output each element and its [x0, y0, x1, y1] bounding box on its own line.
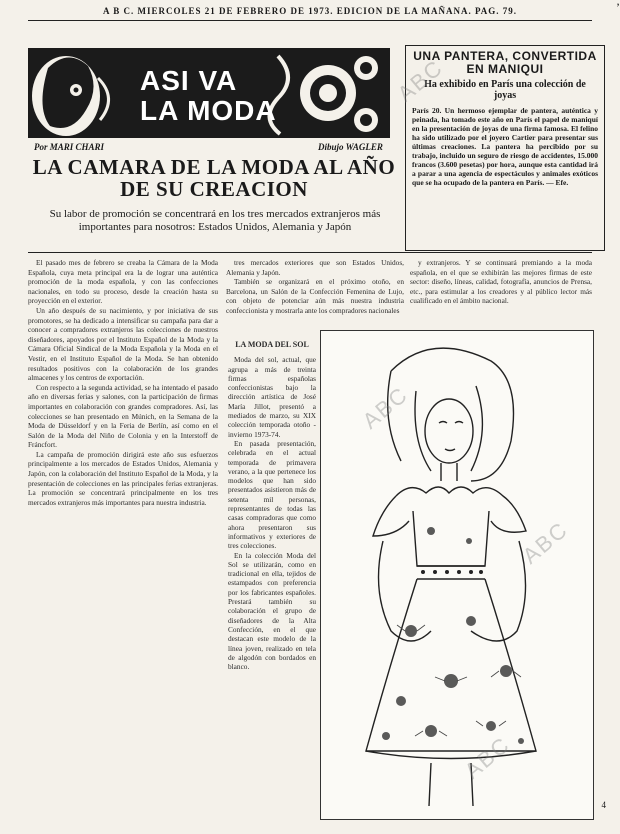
header-rule	[28, 20, 592, 21]
article-column-1	[28, 258, 218, 818]
article-column-2	[226, 258, 404, 328]
watermark: ABC	[357, 381, 413, 434]
logo-banner	[28, 48, 390, 138]
logo-line-2: LA MODA	[140, 95, 277, 126]
section-rule	[28, 252, 592, 253]
paragraph: Con respecto a la segunda actividad, se ha intentado el pasado año en diversas ferias y salones, con la participación de firmas importantes en colaboración con grandes compradores. Así, las colecciones se han presentado en Múnich, en la Semana de la Moda de Düsseldorf y en la Feria de Berlín, así como en el Salón de la Moda del Niño de Colonia y en la Interstoff de Fráncfort.	[28, 382, 218, 450]
article-subhead: Su labor de promoción se concentrará en los tres mercados extranjeros más importantes para nosotros: Estados Unidos, Alemania y Japón	[49, 208, 381, 233]
paragraph: Moda del sol, actual, que agrupa a más de treinta firmas españolas confeccionistas bajo la dirección artística de José María Jillot, presentó a mediados de marzo, su XIX colección temporada otoño - invierno 1973-74.	[228, 355, 316, 439]
paragraph: tres mercados exteriores que son Estados Unidos, Alemania y Japón.	[226, 258, 404, 277]
page-number: 4	[601, 800, 606, 810]
fashion-illustration	[320, 330, 594, 820]
paragraph: La campaña de promoción dirigirá este año sus esfuerzos principalmente a los mercados de Estados Unidos, Alemania y Japón, con la colaboración del Instituto Español de la Moda, y la presentación de colecciones en las principales ferias extranjeras. La promoción se concentrará principalmente en los tres mercados extranjeros más importantes para nuestra industria.	[28, 449, 218, 507]
corner-mark: ’	[616, 0, 620, 14]
article-column-3	[410, 258, 592, 328]
byline-author: Por MARI CHARI	[34, 142, 105, 152]
paragraph: Un año después de su nacimiento, y por iniciativa de sus promotores, se ha dedicado a intensificar su campaña para dar a conocer a compradores extranjeros las colecciones de nuestros diseñadores, apoyados por el Instituto Español de la Moda y la Cámara Oficial Sindical de la Moda Española y la Moda en el Vestir, en el Instituto Español de la Moda. Se han obtenido resultados positivos con la colaboración de los grandes almacenes y los centros de exportación.	[28, 305, 218, 383]
watermark: ABC	[392, 54, 448, 107]
sidebar-body: París 20. Un hermoso ejemplar de pantera, auténtica y peinada, ha tomado este año en París el papel de maniquí en la presentación de joyas de una firma famosa. El felino ha sido utilizado por el joyero Cartier para presentar sus últimas creaciones. La pantera ha percibido por su trabajo, incluido un seguro de riesgo de accidentes, 15.000 francos (3.600 pesetas) por hora, aunque esta cantidad irá a parar a una agencia de espectáculos y animales exóticos que se ha ocupado de la pantera en París. — Efe.	[412, 106, 598, 187]
paragraph: y extranjeros. Y se continuará premiando a la moda española, en el que se exhibirán las mejores firmas de este sector: diseño, líneas, calidad, fotografía, anuncios de Prensa, etc., para estimular a los creadores y al público lector más cualificado en el ámbito nacional.	[410, 258, 592, 306]
watermark: ABC	[517, 516, 573, 569]
figure-caption	[228, 340, 316, 810]
logo-line-1: ASI VA	[140, 65, 238, 96]
byline-drawing: Dibujo WAGLER	[318, 142, 383, 152]
sidebar-subtitle: Ha exhibido en París una colección de joyas	[424, 79, 586, 101]
article-headline: LA CAMARA DE LA MODA AL AÑO DE SU CREACION	[32, 155, 396, 201]
sidebar-title: UNA PANTERA, CONVERTIDA EN MANIQUI	[413, 49, 597, 76]
paragraph: En la colección Moda del Sol se utilizarán, como en tradicional en ella, tejidos de estampados con preferencia por los fabricantes españoles. Prestará también su colaboración el grupo de diseñadores de la Alta Confección, en el que destacan este modelo de la línea joven, realizado en tela de algodón con bordados en blanco.	[228, 550, 316, 672]
paragraph: También se organizará en el próximo otoño, en Barcelona, un Salón de la Confección Femenina de Lujo, con objeto de potenciar aún más nuestra industria confeccionista y mostrarla ante los compradores nacionales	[226, 277, 404, 315]
watermark: ABC	[459, 731, 515, 784]
paragraph: En pasada presentación, celebrada en el actual temporada de primavera verano, a la que pertenece los modelos que han sido presentados asistieron más de setenta mil personas, representantes de todas las casas compradoras que como ahora presentaron sus informativos y exteriores de tres colecciones.	[228, 438, 316, 551]
page-header: A B C. MIERCOLES 21 DE FEBRERO DE 1973. EDICION DE LA MAÑANA. PAG. 79.	[102, 6, 518, 16]
figure-caption-title: LA MODA DEL SOL	[235, 340, 309, 349]
dress-drawing	[321, 331, 593, 819]
paragraph: El pasado mes de febrero se creaba la Cámara de la Moda Española, cuya meta principal era la de lograr una auténtica promoción de la moda española, y con las confecciones nacionales, en todo su proceso, desde la creación hasta su proyección en el exterior.	[28, 258, 218, 306]
